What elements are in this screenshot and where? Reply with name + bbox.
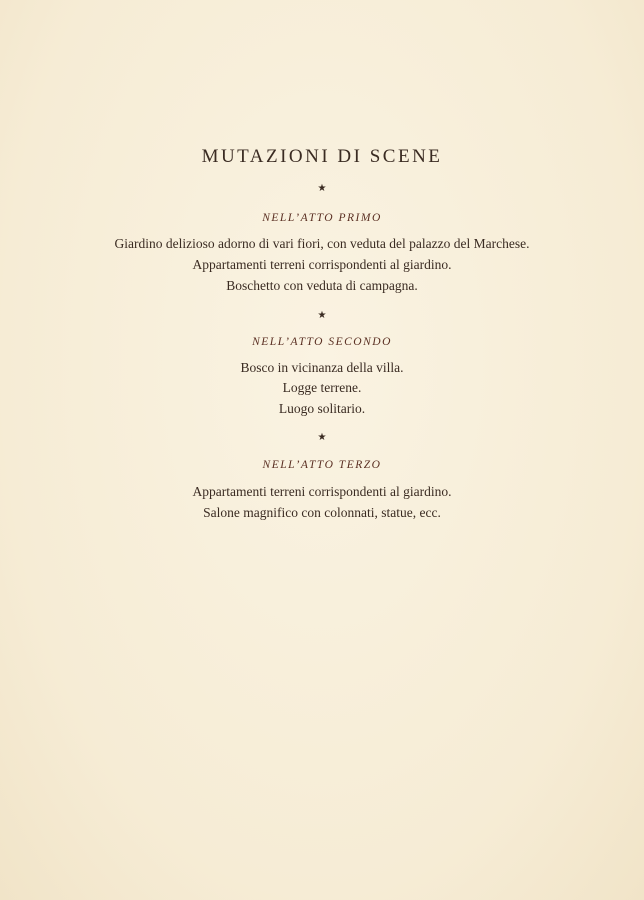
scene-line: Boschetto con veduta di campagna. (226, 278, 418, 293)
act-heading-secondo: NELL’ATTO SECONDO (252, 336, 392, 348)
scene-line: Appartamenti terreni corrispondenti al giardino. (192, 257, 452, 272)
scene-line: Luogo solitario. (278, 401, 366, 416)
scene-line: Bosco in vicinanza della villa. (240, 360, 404, 375)
scene-line: Logge terrene. (282, 380, 362, 395)
star-separator: ★ (317, 183, 327, 194)
scene-line: Giardino delizioso adorno di vari fiori, con veduta del palazzo del Marchese. (114, 236, 530, 251)
scene-line: Salone magnifico con colonnati, statue, ecc. (203, 505, 441, 520)
page-title: MUTAZIONI DI SCENE (201, 146, 443, 167)
act-heading-primo: NELL’ATTO PRIMO (262, 212, 382, 224)
star-separator: ★ (317, 432, 327, 443)
star-separator: ★ (317, 310, 327, 321)
act-heading-terzo: NELL’ATTO TERZO (262, 459, 382, 471)
scene-line: Appartamenti terreni corrispondenti al giardino. (192, 484, 452, 499)
